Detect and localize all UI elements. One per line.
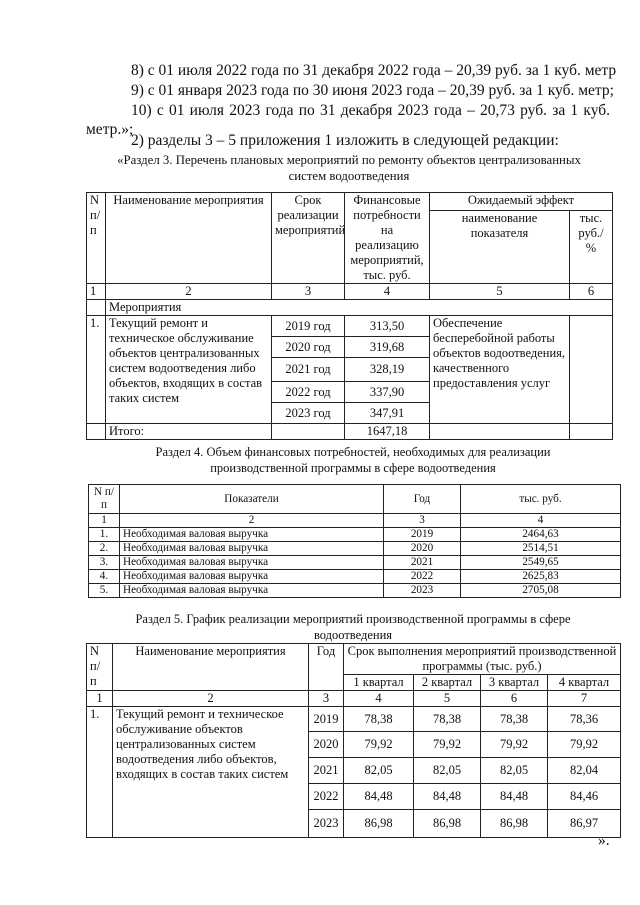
row-year: 2019: [309, 707, 344, 732]
row-name: Необходимая валовая выручка: [120, 556, 384, 570]
colnum: 1: [89, 514, 120, 528]
header-num: N п/п: [89, 485, 120, 514]
colnum: 3: [272, 284, 345, 300]
year-cell: 2021 год: [272, 358, 345, 382]
table-row: [89, 556, 621, 570]
q3-cell: 79,92: [481, 732, 548, 758]
colnum: 1: [87, 691, 113, 707]
q2-cell: 78,38: [414, 707, 481, 732]
header-q2: 2 квартал: [414, 675, 481, 691]
section4-table: [88, 484, 621, 598]
row-year: 2019: [384, 528, 461, 542]
colnum: 7: [548, 691, 621, 707]
row-name: Необходимая валовая выручка: [120, 542, 384, 556]
header-year: Год: [309, 644, 344, 691]
header-num: N п/ п: [87, 193, 106, 284]
section5-table: [86, 643, 621, 838]
q2-cell: 86,98: [414, 810, 481, 838]
q2-cell: 84,48: [414, 784, 481, 810]
header-year: Год: [384, 485, 461, 514]
q2-cell: 79,92: [414, 732, 481, 758]
colnum: 5: [430, 284, 570, 300]
total-value: 1647,18: [345, 424, 430, 440]
q1-cell: 79,92: [344, 732, 414, 758]
header-indicators: Показатели: [120, 485, 384, 514]
header-q1: 1 квартал: [344, 675, 414, 691]
row-value: 2464,63: [461, 528, 621, 542]
row-name: Необходимая валовая выручка: [120, 528, 384, 542]
colnum: 5: [414, 691, 481, 707]
table-row: [89, 584, 621, 598]
header-effect: Ожидаемый эффект: [430, 193, 613, 211]
value-cell: 328,19: [345, 358, 430, 382]
section5-title-line1: Раздел 5. График реализации мероприятий производственной программы в сфере: [135, 612, 571, 626]
header-term: Срок выполнения мероприятий производственной программы (тыс. руб.): [344, 644, 621, 675]
table-row: [89, 570, 621, 584]
row-year: 2021: [309, 758, 344, 784]
colnum: 3: [309, 691, 344, 707]
year-cell: 2023 год: [272, 403, 345, 424]
q2-cell: 82,05: [414, 758, 481, 784]
q1-cell: 82,05: [344, 758, 414, 784]
row-num: 1.: [87, 316, 106, 424]
section5-title-line2: водоотведения: [313, 628, 393, 642]
header-units: тыс. руб./ %: [570, 211, 613, 284]
table-row: [89, 542, 621, 556]
colnum: 4: [461, 514, 621, 528]
row-value: 2514,51: [461, 542, 621, 556]
q4-cell: 82,04: [548, 758, 621, 784]
header-num: N п/ п: [87, 644, 113, 691]
row-year: 2020: [384, 542, 461, 556]
q3-cell: 78,38: [481, 707, 548, 732]
colnum: 2: [106, 284, 272, 300]
colnum: 6: [570, 284, 613, 300]
section4-title: [86, 444, 620, 476]
value-cell: 337,90: [345, 382, 430, 403]
header-name: Наименование мероприятия: [106, 193, 272, 284]
value-cell: 347,91: [345, 403, 430, 424]
colnum: 4: [344, 691, 414, 707]
value-cell: 313,50: [345, 316, 430, 337]
row-name: Необходимая валовая выручка: [120, 570, 384, 584]
total-label: Итого:: [106, 424, 272, 440]
q1-cell: 86,98: [344, 810, 414, 838]
intro-line-10: 10) с 01 июля 2023 года по 31 декабря 2023 года – 20,73 руб. за 1 куб.: [131, 102, 610, 119]
intro-line-10-cont: метр.»;: [86, 121, 134, 138]
colnum: 6: [481, 691, 548, 707]
row-num: 1.: [89, 528, 120, 542]
colnum: 4: [345, 284, 430, 300]
row-num: 2.: [89, 542, 120, 556]
year-cell: 2020 год: [272, 337, 345, 358]
header-value: тыс. руб.: [461, 485, 621, 514]
header-indicator: наименование показателя: [430, 211, 570, 284]
q3-cell: 86,98: [481, 810, 548, 838]
q3-cell: 84,48: [481, 784, 548, 810]
row-year: 2022: [309, 784, 344, 810]
colnum: 3: [384, 514, 461, 528]
table-row: [89, 528, 621, 542]
year-cell: 2019 год: [272, 316, 345, 337]
q1-cell: 78,38: [344, 707, 414, 732]
section3-title: [86, 152, 612, 184]
row-name: Текущий ремонт и техническое обслуживание объектов централизованных систем водоотведения либо объектов, входящих в состав таких систем: [113, 707, 309, 838]
row-name: Текущий ремонт и техническое обслуживание объектов централизованных систем водоотведения либо объектов, входящих в состав таких систем: [106, 316, 272, 424]
q3-cell: 82,05: [481, 758, 548, 784]
group-label: Мероприятия: [106, 300, 613, 316]
intro-line-8: 8) с 01 июля 2022 года по 31 декабря 2022 года – 20,39 руб. за 1 куб. метр: [131, 62, 617, 79]
intro-line-9: 9) с 01 января 2023 года по 30 июня 2023 года – 20,39 руб. за 1 куб. метр;: [131, 82, 614, 99]
row-year: 2023: [309, 810, 344, 838]
q4-cell: 86,97: [548, 810, 621, 838]
section5-title: [86, 611, 620, 643]
row-year: 2021: [384, 556, 461, 570]
colnum: 2: [120, 514, 384, 528]
row-num: 1.: [87, 707, 113, 838]
row-year: 2020: [309, 732, 344, 758]
row-num: 3.: [89, 556, 120, 570]
row-value: 2625,83: [461, 570, 621, 584]
header-q4: 4 квартал: [548, 675, 621, 691]
q1-cell: 84,48: [344, 784, 414, 810]
effect-text: Обеспечение бесперебойной работы объектов водоотведения, качественного предоставления услуг: [430, 316, 570, 424]
row-name: Необходимая валовая выручка: [120, 584, 384, 598]
q4-cell: 78,36: [548, 707, 621, 732]
q4-cell: 84,46: [548, 784, 621, 810]
year-cell: 2022 год: [272, 382, 345, 403]
closing-quote: ».: [598, 832, 610, 849]
row-num: 5.: [89, 584, 120, 598]
header-finance: Финансовые потребности на реализацию мероприятий, тыс. руб.: [345, 193, 430, 284]
section3-title-line2: систем водоотведения: [288, 169, 410, 183]
row-value: 2705,08: [461, 584, 621, 598]
row-year: 2022: [384, 570, 461, 584]
row-year: 2023: [384, 584, 461, 598]
header-q3: 3 квартал: [481, 675, 548, 691]
section4-title-line1: Раздел 4. Объем финансовых потребностей, необходимых для реализации: [155, 445, 551, 459]
intro-sections-line: 2) разделы 3 – 5 приложения 1 изложить в следующей редакции:: [131, 132, 559, 149]
section3-title-line1: «Раздел 3. Перечень плановых мероприятий по ремонту объектов централизованных: [117, 153, 581, 167]
q4-cell: 79,92: [548, 732, 621, 758]
value-cell: 319,68: [345, 337, 430, 358]
section3-table: [86, 192, 613, 440]
row-value: 2549,65: [461, 556, 621, 570]
section4-title-line2: производственной программы в сфере водоотведения: [210, 461, 496, 475]
colnum: 2: [113, 691, 309, 707]
header-name: Наименование мероприятия: [113, 644, 309, 691]
colnum: 1: [87, 284, 106, 300]
row-num: 4.: [89, 570, 120, 584]
table-row: [87, 707, 621, 732]
header-period: Срок реализации мероприятий: [272, 193, 345, 284]
